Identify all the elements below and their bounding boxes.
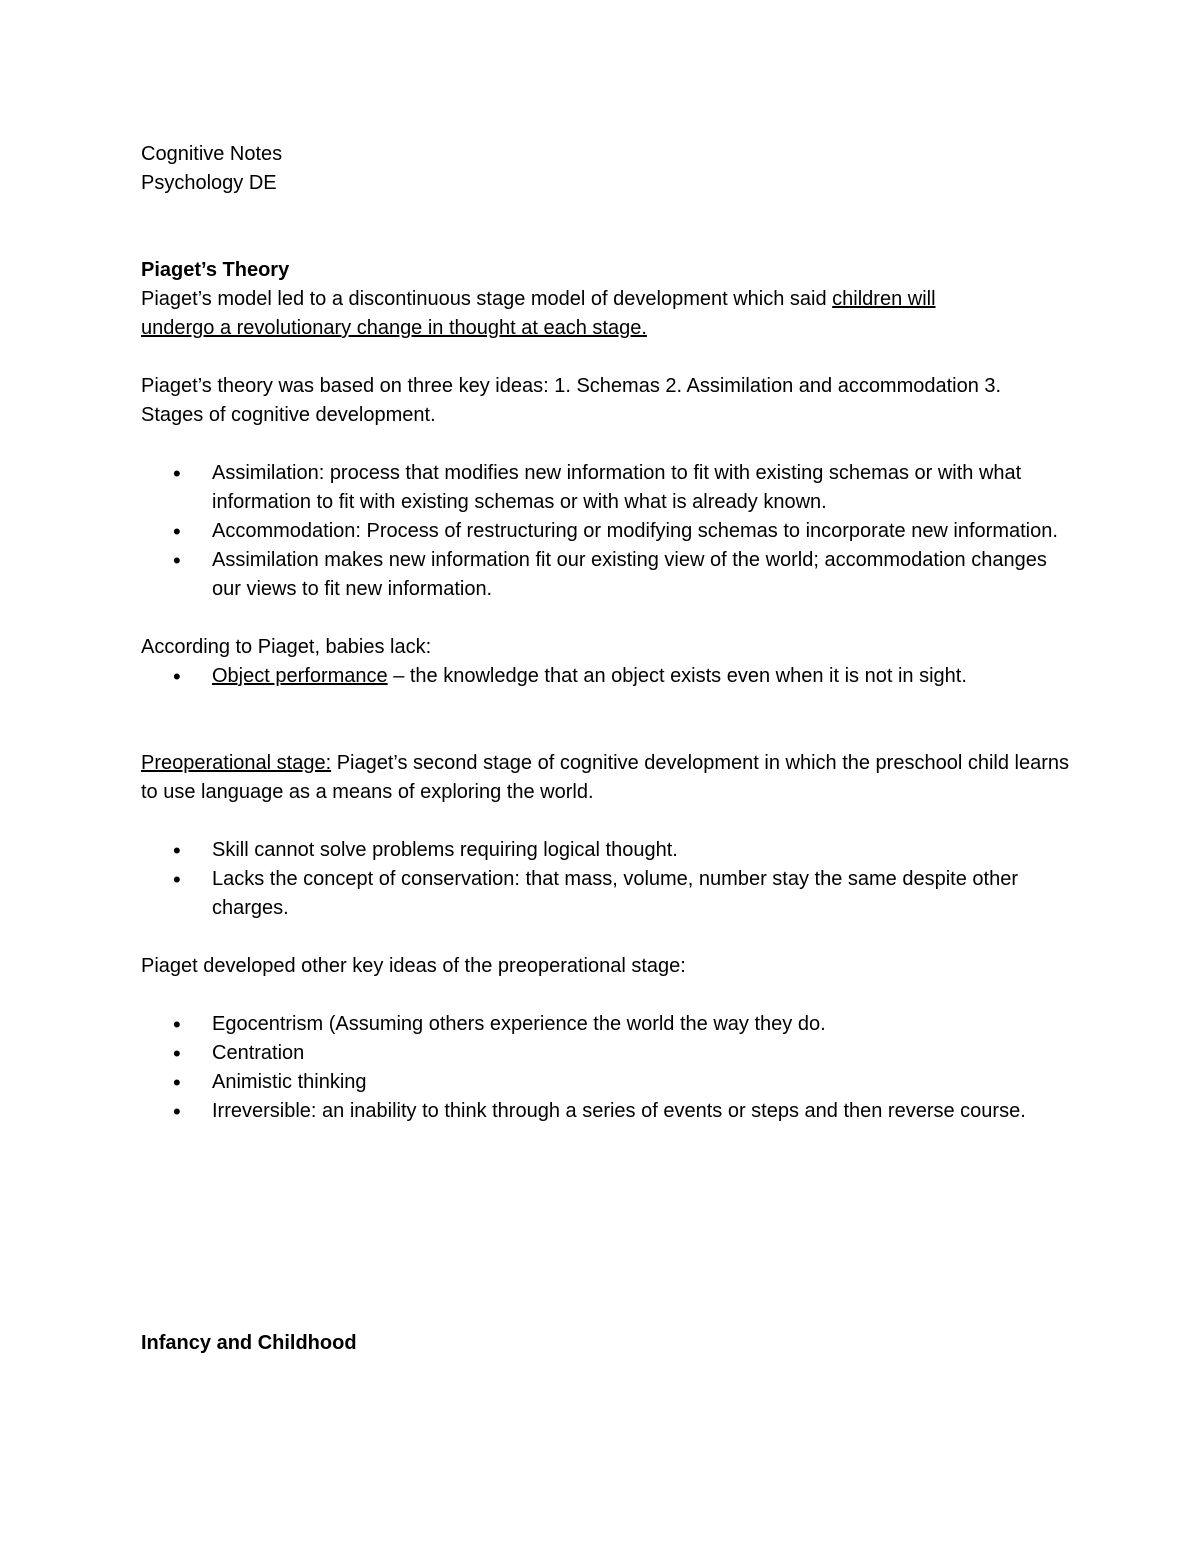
document-page	[141, 140, 1071, 1358]
list-item: • Skill cannot solve problems requiring logical thought.	[141, 836, 1071, 865]
preoperational-paragraph	[141, 749, 1071, 807]
list-item: • Assimilation: process that modifies new information to fit with existing schemas or with what information to fit with existing schemas or with what is already known.	[141, 459, 1071, 517]
piaget-intro-text: Piaget’s model led to a discontinuous stage model of development which said	[141, 288, 833, 310]
babies-lack-intro: According to Piaget, babies lack:	[141, 636, 432, 658]
spacer	[141, 604, 1071, 633]
key-ideas-line-1: Piaget’s theory was based on three key ideas: 1. Schemas 2. Assimilation and accommodation 3.	[141, 375, 1002, 397]
spacer	[141, 981, 1071, 1010]
list-item	[141, 662, 1071, 691]
document-subtitle: Psychology DE	[141, 172, 277, 194]
list-item: • Irreversible: an inability to think through a series of events or steps and then reverse course.	[141, 1097, 1071, 1126]
preoperational-term: Preoperational stage:	[141, 752, 332, 774]
piaget-intro-underlined-1: children will	[832, 288, 936, 310]
spacer	[141, 343, 1071, 372]
babies-lack-list	[141, 662, 1071, 691]
preoperational-bullet-list	[141, 836, 1071, 923]
preoperational-key-ideas-list	[141, 1010, 1071, 1126]
key-ideas-line-2: Stages of cognitive development.	[141, 404, 436, 426]
spacer	[141, 1126, 1071, 1329]
list-item: • Centration	[141, 1039, 1071, 1068]
spacer	[141, 923, 1071, 952]
list-item: • Assimilation makes new information fit our existing view of the world; accommodation changes our views to fit new information.	[141, 546, 1071, 604]
list-item: • Animistic thinking	[141, 1068, 1071, 1097]
piaget-intro-underlined-2: undergo a revolutionary change in thought at each stage.	[141, 317, 647, 339]
section-heading-piaget: Piaget’s Theory	[141, 259, 290, 281]
list-item: • Lacks the concept of conservation: that mass, volume, number stay the same despite other charges.	[141, 865, 1071, 923]
section-heading-infancy: Infancy and Childhood	[141, 1332, 357, 1354]
object-performance-definition: – the knowledge that an object exists even when it is not in sight.	[387, 665, 967, 687]
key-ideas-preoperational-intro: Piaget developed other key ideas of the preoperational stage:	[141, 955, 686, 977]
preoperational-definition: Piaget’s second stage of cognitive development in which the preschool child learns to use language as a means of exploring the world.	[141, 752, 1069, 803]
spacer	[141, 807, 1071, 836]
assimilation-bullet-list	[141, 459, 1071, 604]
list-item: • Egocentrism (Assuming others experience the world the way they do.	[141, 1010, 1071, 1039]
spacer	[141, 691, 1071, 749]
spacer	[141, 198, 1071, 256]
piaget-intro-paragraph	[141, 285, 1071, 314]
spacer	[141, 430, 1071, 459]
list-item: • Accommodation: Process of restructuring or modifying schemas to incorporate new information.	[141, 517, 1071, 546]
document-title: Cognitive Notes	[141, 143, 283, 165]
object-performance-term: Object performance	[212, 665, 388, 687]
